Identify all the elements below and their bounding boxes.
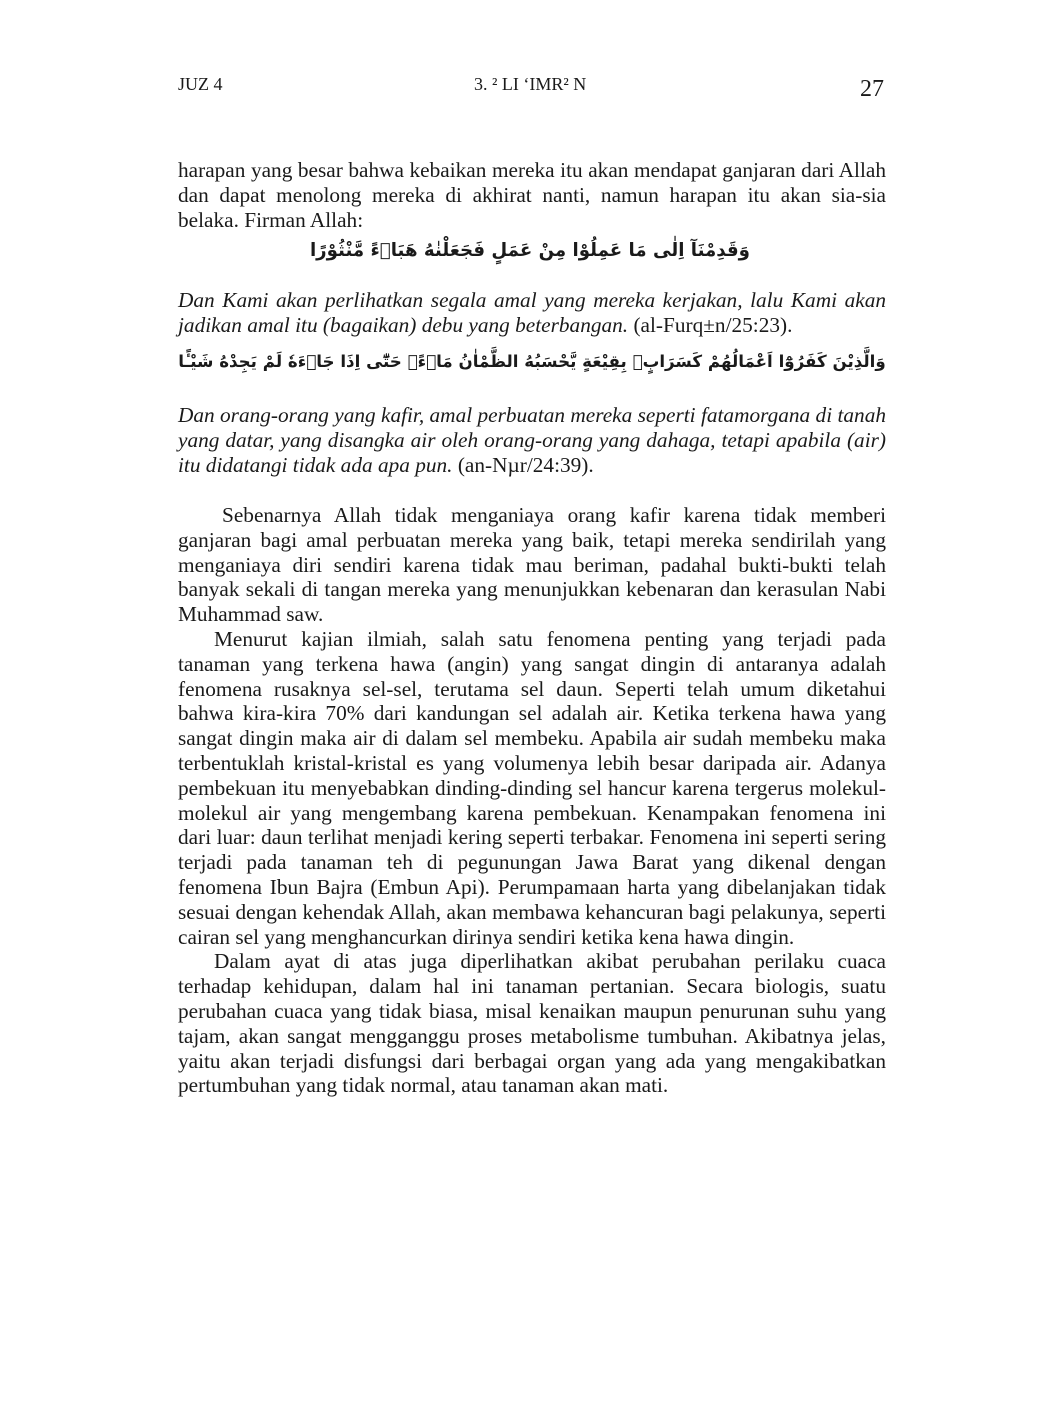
intro-paragraph (178, 158, 886, 232)
paragraph: Sebenarnya Allah tidak menganiaya orang kafir karena tidak memberi ganjaran bagi amal perbuatan mereka yang baik, tetapi mereka sendirilah yang menganiaya diri sendiri karena tidak mau beriman, padahal bukti-bukti telah banyak sekali di tangan mereka yang menunjukkan kebenaran dan kerasulan Nabi Muhammad saw. (178, 503, 886, 627)
running-header-juz: JUZ 4 (178, 74, 223, 94)
running-header-surah: 3. ² LI ‘IMR² N (474, 74, 587, 94)
intro-text: harapan yang besar bahwa kebaikan mereka itu akan mendapat ganjaran dari Allah dan dapat menolong mereka di akhirat nanti, namun harapan itu akan sia-sia belaka. Firman Allah: (178, 158, 886, 232)
verse-reference: (al-Furq±n/25:23). (633, 312, 793, 337)
paragraph: Dalam ayat di atas juga diperlihatkan akibat perubahan perilaku cuaca terhadap kehidupan, dalam hal ini tanaman pertanian. Secara biologis, suatu perubahan cuaca yang tidak biasa, misal kenaikan maupun penurunan suhu yang tajam, akan sangat mengganggu proses metabolisme tumbuhan. Akibatnya jelas, yaitu akan terjadi disfungsi dari berbagai organ yang ada yang mengakibatkan pertumbuhan yang tidak normal, atau tanaman akan mati. (178, 949, 886, 1098)
arabic-verse-2: وَالَّذِيْنَ كَفَرُوْٓا اَعْمَالُهُمْ كَسَرَابٍۢ بِقِيْعَةٍ يَّحْسَبُهُ الظَّمْاٰنُ مَاۤءًۗ حَتّٰٓى اِذَا جَاۤءَهٗ لَمْ يَجِدْهُ شَيْـًٔا (178, 352, 886, 371)
verse-1-translation (178, 288, 886, 338)
page-number: 27 (860, 76, 884, 102)
verse-reference: (an-Nµr/24:39). (457, 452, 594, 477)
paragraph: Menurut kajian ilmiah, salah satu fenomena penting yang terjadi pada tanaman yang terkena hawa (angin) yang sangat dingin di antaranya adalah fenomena rusaknya sel-sel, terutama sel daun. Seperti telah umum diketahui bahwa kira-kira 70% dari kandungan sel adalah air. Ketika terkena hawa yang sangat dingin maka air di dalam sel membeku. Apabila air sudah membeku maka terbentuklah kristal-kristal es yang volumenya lebih besar daripada air. Adanya pembekuan itu menyebabkan dinding-dinding sel hancur karena tergerus molekul-molekul air yang mengembang karena pembekuan. Kenampakan fenomena ini dari luar: daun terlihat menjadi kering seperti terbakar. Fenomena ini seperti sering terjadi pada tanaman teh di pegunungan Jawa Barat yang dikenal dengan fenomena Ibun Bajra (Embun Api). Perumpamaan harta yang dibelanjakan tidak sesuai dengan kehendak Allah, akan membawa kehancuran bagi pelakunya, seperti cairan sel yang menghancurkan dirinya sendiri ketika kena hawa dingin. (178, 626, 886, 949)
arabic-verse-1: وَقَدِمْنَآ اِلٰى مَا عَمِلُوْا مِنْ عَمَلٍ فَجَعَلْنٰهُ هَبَاۤءً مَّنْثُوْرًا (309, 240, 750, 261)
translation-text: Dan Kami akan perlihatkan segala amal yang mereka kerjakan, lalu Kami akan jadikan amal itu (bagaikan) debu yang beterbangan. (178, 288, 886, 337)
translation-text: Dan orang-orang yang kafir, amal perbuatan mereka seperti fatamorgana di tanah yang datar, yang disangka air oleh orang-orang yang dahaga, tetapi apabila (air) itu didatangi tidak ada apa pun. (178, 403, 886, 477)
body-text (178, 503, 886, 1098)
verse-2-translation (178, 403, 886, 477)
